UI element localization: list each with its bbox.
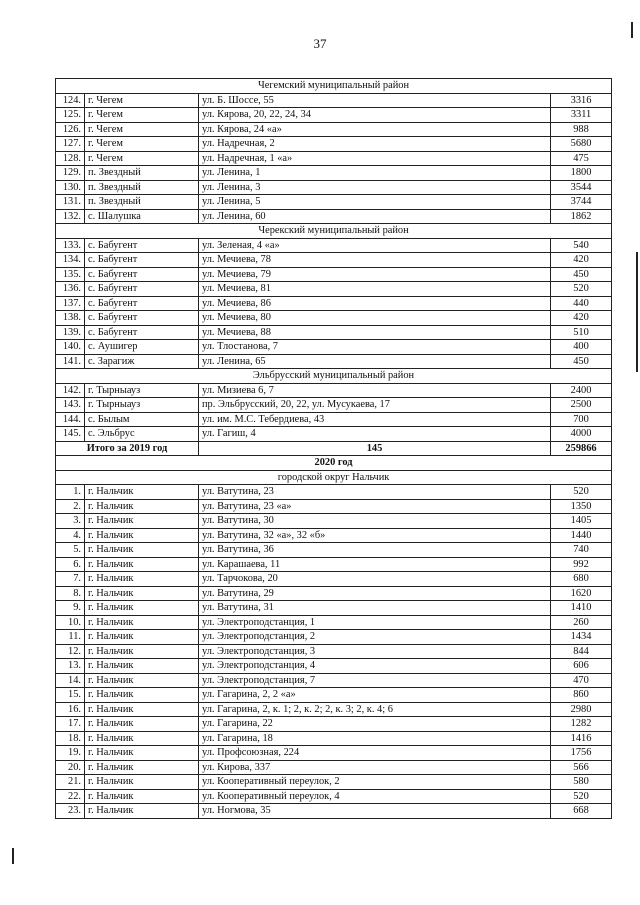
total-count: 145	[199, 441, 551, 456]
address-cell: ул. Кярова, 20, 22, 24, 34	[199, 108, 551, 123]
row-number-cell: 15.	[56, 688, 85, 703]
locality-cell: г. Нальчик	[85, 804, 199, 819]
address-cell: ул. Электроподстанция, 2	[199, 630, 551, 645]
locality-cell: с. Бабугент	[85, 282, 199, 297]
locality-cell: г. Нальчик	[85, 485, 199, 500]
address-cell: ул. Ленина, 1	[199, 166, 551, 181]
row-number-cell: 145.	[56, 427, 85, 442]
area-cell: 1434	[551, 630, 612, 645]
locality-cell: с. Бабугент	[85, 325, 199, 340]
address-cell: ул. Электроподстанция, 1	[199, 615, 551, 630]
table-row	[56, 108, 612, 123]
table-row	[56, 630, 612, 645]
area-cell: 740	[551, 543, 612, 558]
area-cell: 1800	[551, 166, 612, 181]
row-number-cell: 139.	[56, 325, 85, 340]
area-cell: 668	[551, 804, 612, 819]
section-header-row	[56, 79, 612, 94]
address-cell: ул. Мечиева, 78	[199, 253, 551, 268]
address-cell: ул. Ленина, 5	[199, 195, 551, 210]
locality-cell: с. Бабугент	[85, 296, 199, 311]
address-cell: ул. Мечиева, 81	[199, 282, 551, 297]
area-cell: 510	[551, 325, 612, 340]
row-number-cell: 140.	[56, 340, 85, 355]
address-cell: ул. Тарчокова, 20	[199, 572, 551, 587]
locality-cell: г. Нальчик	[85, 572, 199, 587]
address-cell: ул. Тлостанова, 7	[199, 340, 551, 355]
table-row	[56, 673, 612, 688]
table-row	[56, 702, 612, 717]
locality-cell: г. Нальчик	[85, 760, 199, 775]
locality-cell: г. Нальчик	[85, 630, 199, 645]
scan-edge-mark-top	[631, 22, 633, 38]
table-row	[56, 644, 612, 659]
address-cell: ул. Мечиева, 86	[199, 296, 551, 311]
table-row	[56, 93, 612, 108]
address-cell: ул. Ленина, 60	[199, 209, 551, 224]
row-number-cell: 143.	[56, 398, 85, 413]
table-row	[56, 659, 612, 674]
row-number-cell: 14.	[56, 673, 85, 688]
address-cell: ул. Ватутина, 23 «а»	[199, 499, 551, 514]
area-cell: 470	[551, 673, 612, 688]
scan-edge-mark-right	[636, 252, 638, 372]
locality-cell: г. Нальчик	[85, 717, 199, 732]
address-cell: ул. Гагарина, 22	[199, 717, 551, 732]
locality-cell: г. Нальчик	[85, 586, 199, 601]
locality-cell: г. Нальчик	[85, 746, 199, 761]
table-row	[56, 340, 612, 355]
address-cell: ул. Надречная, 2	[199, 137, 551, 152]
address-cell: ул. Б. Шоссе, 55	[199, 93, 551, 108]
row-number-cell: 132.	[56, 209, 85, 224]
area-cell: 420	[551, 253, 612, 268]
area-cell: 1756	[551, 746, 612, 761]
table-row	[56, 543, 612, 558]
table-row	[56, 731, 612, 746]
row-number-cell: 134.	[56, 253, 85, 268]
registry-body	[56, 79, 612, 819]
table-row	[56, 325, 612, 340]
table-row	[56, 166, 612, 181]
row-number-cell: 129.	[56, 166, 85, 181]
table-row	[56, 485, 612, 500]
row-number-cell: 7.	[56, 572, 85, 587]
area-cell: 2400	[551, 383, 612, 398]
locality-cell: г. Нальчик	[85, 789, 199, 804]
area-cell: 440	[551, 296, 612, 311]
section-title: Чегемский муниципальный район	[56, 79, 612, 94]
area-cell: 566	[551, 760, 612, 775]
table-row	[56, 557, 612, 572]
row-number-cell: 21.	[56, 775, 85, 790]
area-cell: 844	[551, 644, 612, 659]
address-cell: ул. Карашаева, 11	[199, 557, 551, 572]
locality-cell: г. Тырныауз	[85, 398, 199, 413]
row-number-cell: 137.	[56, 296, 85, 311]
table-row	[56, 760, 612, 775]
locality-cell: г. Нальчик	[85, 601, 199, 616]
total-row	[56, 441, 612, 456]
table-row	[56, 615, 612, 630]
table-row	[56, 398, 612, 413]
locality-cell: г. Нальчик	[85, 644, 199, 659]
area-cell: 1620	[551, 586, 612, 601]
row-number-cell: 16.	[56, 702, 85, 717]
locality-cell: г. Нальчик	[85, 659, 199, 674]
locality-cell: п. Звездный	[85, 180, 199, 195]
row-number-cell: 6.	[56, 557, 85, 572]
address-cell: ул. Зеленая, 4 «а»	[199, 238, 551, 253]
address-cell: ул. Ленина, 3	[199, 180, 551, 195]
locality-cell: г. Нальчик	[85, 731, 199, 746]
locality-cell: г. Чегем	[85, 108, 199, 123]
locality-cell: г. Тырныауз	[85, 383, 199, 398]
locality-cell: с. Бабугент	[85, 238, 199, 253]
locality-cell: г. Нальчик	[85, 543, 199, 558]
table-row	[56, 267, 612, 282]
locality-cell: с. Бабугент	[85, 311, 199, 326]
table-row	[56, 775, 612, 790]
area-cell: 420	[551, 311, 612, 326]
row-number-cell: 20.	[56, 760, 85, 775]
row-number-cell: 13.	[56, 659, 85, 674]
row-number-cell: 136.	[56, 282, 85, 297]
row-number-cell: 127.	[56, 137, 85, 152]
row-number-cell: 11.	[56, 630, 85, 645]
table-row	[56, 180, 612, 195]
address-cell: ул. Кярова, 24 «а»	[199, 122, 551, 137]
area-cell: 400	[551, 340, 612, 355]
address-cell: ул. им. М.С. Тебердиева, 43	[199, 412, 551, 427]
table-row	[56, 688, 612, 703]
address-cell: ул. Ватутина, 23	[199, 485, 551, 500]
registry-table	[55, 78, 612, 819]
section-title: Эльбрусский муниципальный район	[56, 369, 612, 384]
area-cell: 1862	[551, 209, 612, 224]
address-cell: ул. Мечиева, 79	[199, 267, 551, 282]
table-row	[56, 122, 612, 137]
area-cell: 3316	[551, 93, 612, 108]
area-cell: 1405	[551, 514, 612, 529]
locality-cell: г. Нальчик	[85, 615, 199, 630]
table-row	[56, 528, 612, 543]
address-cell: ул. Надречная, 1 «а»	[199, 151, 551, 166]
locality-cell: с. Шалушка	[85, 209, 199, 224]
address-cell: пр. Эльбрусский, 20, 22, ул. Мусукаева, 17	[199, 398, 551, 413]
area-cell: 450	[551, 354, 612, 369]
address-cell: ул. Гагарина, 2, к. 1; 2, к. 2; 2, к. 3; 2, к. 4; 6	[199, 702, 551, 717]
table-row	[56, 499, 612, 514]
row-number-cell: 130.	[56, 180, 85, 195]
row-number-cell: 23.	[56, 804, 85, 819]
address-cell: ул. Ленина, 65	[199, 354, 551, 369]
row-number-cell: 8.	[56, 586, 85, 601]
locality-cell: г. Нальчик	[85, 514, 199, 529]
section-header-row	[56, 470, 612, 485]
address-cell: ул. Мизиева 6, 7	[199, 383, 551, 398]
area-cell: 450	[551, 267, 612, 282]
locality-cell: г. Нальчик	[85, 673, 199, 688]
area-cell: 520	[551, 789, 612, 804]
area-cell: 700	[551, 412, 612, 427]
address-cell: ул. Кооперативный переулок, 2	[199, 775, 551, 790]
locality-cell: г. Нальчик	[85, 775, 199, 790]
address-cell: ул. Гагарина, 2, 2 «а»	[199, 688, 551, 703]
locality-cell: г. Нальчик	[85, 499, 199, 514]
locality-cell: г. Нальчик	[85, 528, 199, 543]
locality-cell: с. Эльбрус	[85, 427, 199, 442]
row-number-cell: 138.	[56, 311, 85, 326]
row-number-cell: 125.	[56, 108, 85, 123]
address-cell: ул. Гагарина, 18	[199, 731, 551, 746]
table-row	[56, 746, 612, 761]
page-number: 37	[313, 36, 327, 51]
address-cell: ул. Ватутина, 32 «а», 32 «б»	[199, 528, 551, 543]
row-number-cell: 18.	[56, 731, 85, 746]
section-header-row	[56, 369, 612, 384]
table-row	[56, 383, 612, 398]
locality-cell: г. Нальчик	[85, 702, 199, 717]
area-cell: 2500	[551, 398, 612, 413]
address-cell: ул. Электроподстанция, 3	[199, 644, 551, 659]
locality-cell: г. Чегем	[85, 151, 199, 166]
row-number-cell: 144.	[56, 412, 85, 427]
area-cell: 520	[551, 282, 612, 297]
table-row	[56, 151, 612, 166]
area-cell: 3744	[551, 195, 612, 210]
row-number-cell: 5.	[56, 543, 85, 558]
area-cell: 1416	[551, 731, 612, 746]
scan-edge-mark-bottom	[12, 848, 14, 864]
table-row	[56, 586, 612, 601]
table-row	[56, 601, 612, 616]
locality-cell: с. Былым	[85, 412, 199, 427]
table-row	[56, 311, 612, 326]
address-cell: ул. Электроподстанция, 4	[199, 659, 551, 674]
area-cell: 5680	[551, 137, 612, 152]
locality-cell: с. Аушигер	[85, 340, 199, 355]
total-area: 259866	[551, 441, 612, 456]
address-cell: ул. Мечиева, 80	[199, 311, 551, 326]
row-number-cell: 135.	[56, 267, 85, 282]
area-cell: 580	[551, 775, 612, 790]
address-cell: ул. Электроподстанция, 7	[199, 673, 551, 688]
table-row	[56, 354, 612, 369]
area-cell: 988	[551, 122, 612, 137]
row-number-cell: 126.	[56, 122, 85, 137]
table-row	[56, 195, 612, 210]
area-cell: 1282	[551, 717, 612, 732]
year-row	[56, 456, 612, 471]
row-number-cell: 12.	[56, 644, 85, 659]
table-row	[56, 717, 612, 732]
area-cell: 475	[551, 151, 612, 166]
row-number-cell: 2.	[56, 499, 85, 514]
locality-cell: г. Нальчик	[85, 557, 199, 572]
locality-cell: с. Бабугент	[85, 267, 199, 282]
address-cell: ул. Ватутина, 30	[199, 514, 551, 529]
address-cell: ул. Ватутина, 29	[199, 586, 551, 601]
locality-cell: п. Звездный	[85, 166, 199, 181]
address-cell: ул. Мечиева, 88	[199, 325, 551, 340]
area-cell: 992	[551, 557, 612, 572]
table-row	[56, 137, 612, 152]
locality-cell: г. Чегем	[85, 137, 199, 152]
address-cell: ул. Ватутина, 36	[199, 543, 551, 558]
area-cell: 4000	[551, 427, 612, 442]
area-cell: 3311	[551, 108, 612, 123]
table-row	[56, 282, 612, 297]
row-number-cell: 141.	[56, 354, 85, 369]
row-number-cell: 128.	[56, 151, 85, 166]
table-row	[56, 296, 612, 311]
area-cell: 680	[551, 572, 612, 587]
row-number-cell: 142.	[56, 383, 85, 398]
table-row	[56, 572, 612, 587]
address-cell: ул. Профсоюзная, 224	[199, 746, 551, 761]
area-cell: 860	[551, 688, 612, 703]
section-title: городской округ Нальчик	[56, 470, 612, 485]
table-row	[56, 209, 612, 224]
row-number-cell: 22.	[56, 789, 85, 804]
locality-cell: с. Зарагиж	[85, 354, 199, 369]
area-cell: 1410	[551, 601, 612, 616]
area-cell: 1440	[551, 528, 612, 543]
table-row	[56, 804, 612, 819]
address-cell: ул. Кооперативный переулок, 4	[199, 789, 551, 804]
row-number-cell: 1.	[56, 485, 85, 500]
row-number-cell: 131.	[56, 195, 85, 210]
year-heading: 2020 год	[56, 456, 612, 471]
section-header-row	[56, 224, 612, 239]
locality-cell: п. Звездный	[85, 195, 199, 210]
table-row	[56, 253, 612, 268]
table-row	[56, 238, 612, 253]
area-cell: 2980	[551, 702, 612, 717]
address-cell: ул. Гагиш, 4	[199, 427, 551, 442]
area-cell: 606	[551, 659, 612, 674]
row-number-cell: 9.	[56, 601, 85, 616]
area-cell: 3544	[551, 180, 612, 195]
row-number-cell: 17.	[56, 717, 85, 732]
address-cell: ул. Ватутина, 31	[199, 601, 551, 616]
locality-cell: с. Бабугент	[85, 253, 199, 268]
locality-cell: г. Нальчик	[85, 688, 199, 703]
area-cell: 260	[551, 615, 612, 630]
row-number-cell: 19.	[56, 746, 85, 761]
address-cell: ул. Кирова, 337	[199, 760, 551, 775]
table-row	[56, 514, 612, 529]
area-cell: 540	[551, 238, 612, 253]
table-row	[56, 789, 612, 804]
locality-cell: г. Чегем	[85, 122, 199, 137]
row-number-cell: 124.	[56, 93, 85, 108]
area-cell: 520	[551, 485, 612, 500]
address-cell: ул. Ногмова, 35	[199, 804, 551, 819]
row-number-cell: 10.	[56, 615, 85, 630]
section-title: Черекский муниципальный район	[56, 224, 612, 239]
table-row	[56, 412, 612, 427]
total-label: Итого за 2019 год	[56, 441, 199, 456]
locality-cell: г. Чегем	[85, 93, 199, 108]
row-number-cell: 3.	[56, 514, 85, 529]
row-number-cell: 4.	[56, 528, 85, 543]
row-number-cell: 133.	[56, 238, 85, 253]
area-cell: 1350	[551, 499, 612, 514]
table-row	[56, 427, 612, 442]
